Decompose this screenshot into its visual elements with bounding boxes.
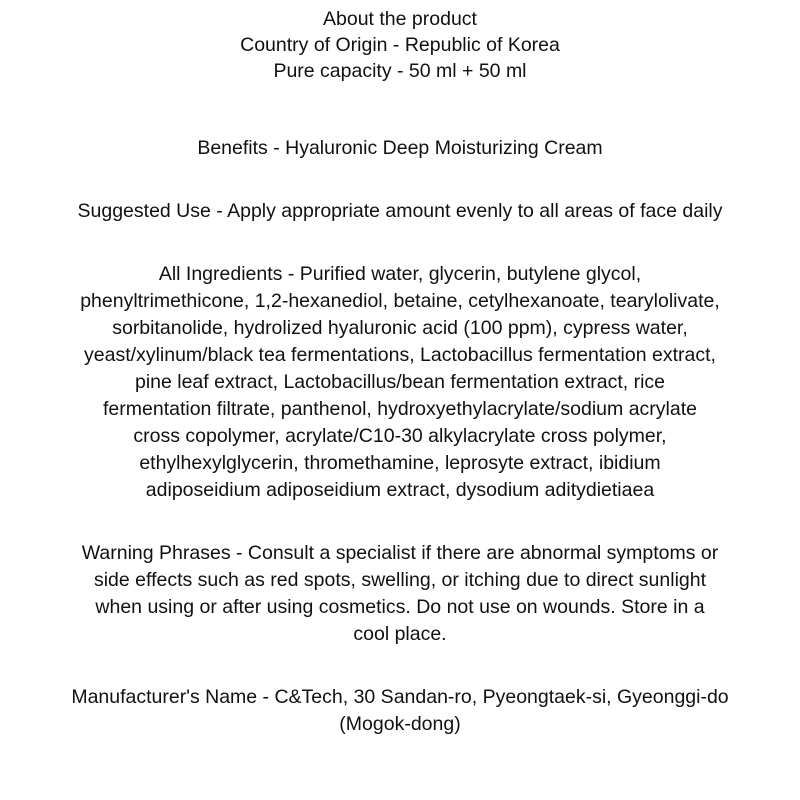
- benefits-section: [197, 135, 602, 162]
- text-line: yeast/xylinum/black tea fermentations, Lactobacillus fermentation extract,: [84, 344, 716, 366]
- text-line: Country of Origin - Republic of Korea: [240, 34, 560, 56]
- text-line: Benefits - Hyaluronic Deep Moisturizing Cream: [197, 137, 603, 159]
- warning-section: [82, 540, 719, 648]
- ingredients-section: [80, 261, 720, 504]
- text-line: Warning Phrases - Consult a specialist if there are abnormal symptoms or: [81, 542, 719, 564]
- text-line: Manufacturer's Name - C&Tech, 30 Sandan-ro, Pyeongtaek-si, Gyeonggi-do: [71, 686, 729, 708]
- about-section: [240, 6, 560, 84]
- text-line: (Mogok-dong): [339, 713, 461, 735]
- manufacturer-section: [71, 684, 728, 738]
- text-line: when using or after using cosmetics. Do not use on wounds. Store in a: [95, 596, 705, 618]
- text-line: side effects such as red spots, swelling, or itching due to direct sunlight: [93, 569, 707, 591]
- product-description: [0, 6, 800, 774]
- text-line: cross copolymer, acrylate/C10-30 alkylacrylate cross polymer,: [133, 425, 667, 447]
- text-line: cool place.: [353, 623, 447, 645]
- text-line: All Ingredients - Purified water, glycerin, butylene glycol,: [158, 263, 642, 285]
- text-line: sorbitanolide, hydrolized hyaluronic acid (100 ppm), cypress water,: [112, 317, 688, 339]
- text-line: Suggested Use - Apply appropriate amount evenly to all areas of face daily: [77, 200, 723, 222]
- text-line: adiposeidium adiposeidium extract, dysodium aditydietiaea: [145, 479, 655, 501]
- text-line: ethylhexylglycerin, thromethamine, leprosyte extract, ibidium: [139, 452, 661, 474]
- text-line: pine leaf extract, Lactobacillus/bean fermentation extract, rice: [134, 371, 666, 393]
- text-line: phenyltrimethicone, 1,2-hexanediol, betaine, cetylhexanoate, tearylolivate,: [80, 290, 720, 312]
- text-line: Pure capacity - 50 ml + 50 ml: [273, 60, 527, 82]
- suggested-use-section: [78, 198, 723, 225]
- text-line: fermentation filtrate, panthenol, hydroxyethylacrylate/sodium acrylate: [103, 398, 697, 420]
- text-line: About the product: [323, 8, 477, 30]
